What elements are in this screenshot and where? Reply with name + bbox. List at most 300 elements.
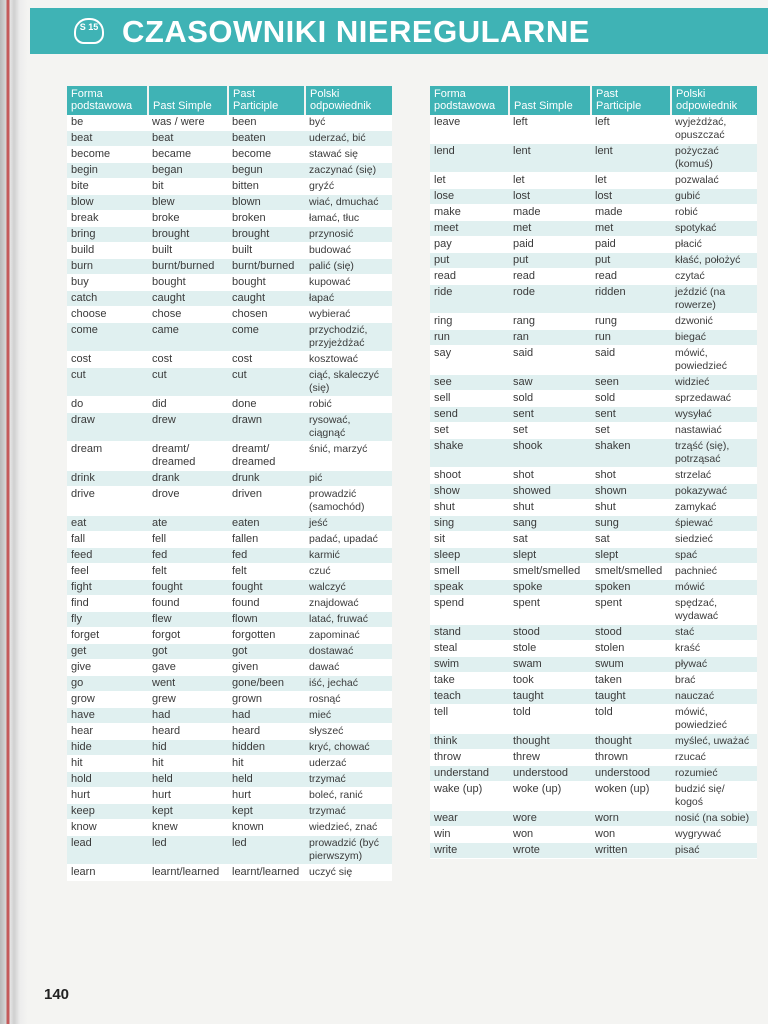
- verb-base-form: understand: [430, 766, 509, 782]
- table-row: [430, 843, 757, 859]
- verb-polish-meaning: kupować: [305, 275, 392, 291]
- verb-past-simple: shut: [509, 500, 591, 516]
- table-row: [67, 788, 392, 804]
- verb-past-simple: hurt: [148, 788, 228, 804]
- verb-past-participle: cut: [228, 368, 305, 397]
- verb-base-form: drink: [67, 471, 148, 487]
- table-row: [430, 734, 757, 750]
- verb-past-simple: dreamt/ dreamed: [148, 442, 228, 471]
- table-row: [67, 442, 392, 471]
- table-row: [67, 323, 392, 352]
- verb-base-form: forget: [67, 628, 148, 644]
- column-header-past-participle: Past Participle: [591, 86, 671, 115]
- table-row: [430, 189, 757, 205]
- verb-past-participle: kept: [228, 804, 305, 820]
- verb-past-simple: wore: [509, 811, 591, 827]
- verb-past-simple: began: [148, 163, 228, 179]
- verb-polish-meaning: zapominać: [305, 628, 392, 644]
- verb-base-form: bring: [67, 227, 148, 243]
- verb-past-participle: thrown: [591, 750, 671, 766]
- verb-past-participle: hidden: [228, 740, 305, 756]
- verb-past-simple: ran: [509, 330, 591, 346]
- verb-past-simple: slept: [509, 548, 591, 564]
- verb-polish-meaning: wysyłać: [671, 407, 757, 423]
- verb-polish-meaning: kraść: [671, 641, 757, 657]
- column-header-past-simple: Past Simple: [509, 86, 591, 115]
- verb-past-participle: heard: [228, 724, 305, 740]
- verb-past-participle: smelt/smelled: [591, 564, 671, 580]
- verb-past-simple: made: [509, 205, 591, 221]
- verb-past-participle: beaten: [228, 131, 305, 147]
- table-row: [430, 580, 757, 596]
- verb-base-form: say: [430, 346, 509, 375]
- verb-past-simple: set: [509, 423, 591, 439]
- verb-past-participle: been: [228, 115, 305, 131]
- table-row: [430, 173, 757, 189]
- table-row: [430, 766, 757, 782]
- verb-past-simple: paid: [509, 237, 591, 253]
- verb-polish-meaning: wygrywać: [671, 827, 757, 843]
- verb-past-participle: lost: [591, 189, 671, 205]
- verb-base-form: eat: [67, 516, 148, 532]
- verb-past-simple: was / were: [148, 115, 228, 131]
- verb-past-participle: paid: [591, 237, 671, 253]
- table-row: [67, 259, 392, 275]
- verb-past-participle: put: [591, 253, 671, 269]
- verb-past-simple: threw: [509, 750, 591, 766]
- verb-polish-meaning: nastawiać: [671, 423, 757, 439]
- table-row: [67, 397, 392, 413]
- verb-base-form: draw: [67, 413, 148, 442]
- verb-base-form: meet: [430, 221, 509, 237]
- verb-past-participle: set: [591, 423, 671, 439]
- verb-base-form: lose: [430, 189, 509, 205]
- verb-base-form: see: [430, 375, 509, 391]
- verb-polish-meaning: czuć: [305, 564, 392, 580]
- verb-base-form: steal: [430, 641, 509, 657]
- table-row: [67, 724, 392, 740]
- verb-base-form: stand: [430, 625, 509, 641]
- verb-past-simple: let: [509, 173, 591, 189]
- verb-polish-meaning: walczyć: [305, 580, 392, 596]
- verb-past-participle: drawn: [228, 413, 305, 442]
- verb-base-form: shoot: [430, 468, 509, 484]
- verb-past-simple: went: [148, 676, 228, 692]
- verb-past-participle: sold: [591, 391, 671, 407]
- verb-polish-meaning: śnić, marzyć: [305, 442, 392, 471]
- verb-polish-meaning: robić: [671, 205, 757, 221]
- verb-base-form: run: [430, 330, 509, 346]
- verb-base-form: hurt: [67, 788, 148, 804]
- verb-past-participle: fallen: [228, 532, 305, 548]
- verb-past-simple: taught: [509, 689, 591, 705]
- verb-past-participle: eaten: [228, 516, 305, 532]
- verb-polish-meaning: rzucać: [671, 750, 757, 766]
- verb-polish-meaning: płacić: [671, 237, 757, 253]
- verb-base-form: choose: [67, 307, 148, 323]
- column-header-polish: Polski odpowiednik: [305, 86, 392, 115]
- verb-past-simple: spoke: [509, 580, 591, 596]
- verb-past-simple: fought: [148, 580, 228, 596]
- verb-polish-meaning: słyszeć: [305, 724, 392, 740]
- verb-past-simple: burnt/burned: [148, 259, 228, 275]
- table-row: [430, 548, 757, 564]
- table-row: [67, 179, 392, 195]
- verb-past-participle: bitten: [228, 179, 305, 195]
- verb-past-simple: chose: [148, 307, 228, 323]
- verb-polish-meaning: pływać: [671, 657, 757, 673]
- verb-past-participle: written: [591, 843, 671, 859]
- column-header-past-participle: Past Participle: [228, 86, 305, 115]
- verb-base-form: pay: [430, 237, 509, 253]
- verb-past-simple: took: [509, 673, 591, 689]
- page-number: 140: [44, 986, 70, 1003]
- verb-past-participle: ridden: [591, 285, 671, 314]
- verb-past-simple: thought: [509, 734, 591, 750]
- verb-past-participle: forgotten: [228, 628, 305, 644]
- table-row: [430, 484, 757, 500]
- verb-past-participle: cost: [228, 352, 305, 368]
- verb-base-form: beat: [67, 131, 148, 147]
- table-row: [67, 413, 392, 442]
- verb-polish-meaning: mówić, powiedzieć: [671, 705, 757, 734]
- verb-past-participle: become: [228, 147, 305, 163]
- table-row: [67, 756, 392, 772]
- column-header-base-form: Forma podstawowa: [67, 86, 148, 115]
- verb-past-simple: cost: [148, 352, 228, 368]
- table-row: [67, 195, 392, 211]
- table-row: [67, 352, 392, 368]
- verb-polish-meaning: pożyczać (komuś): [671, 144, 757, 173]
- verb-past-participle: told: [591, 705, 671, 734]
- verb-base-form: win: [430, 827, 509, 843]
- verb-past-participle: blown: [228, 195, 305, 211]
- table-row: [430, 253, 757, 269]
- verb-base-form: cost: [67, 352, 148, 368]
- verb-past-simple: saw: [509, 375, 591, 391]
- verb-base-form: tell: [430, 705, 509, 734]
- verb-polish-meaning: gubić: [671, 189, 757, 205]
- verb-base-form: spend: [430, 596, 509, 625]
- verb-past-participle: taken: [591, 673, 671, 689]
- verb-past-participle: felt: [228, 564, 305, 580]
- verb-polish-meaning: budować: [305, 243, 392, 259]
- verb-past-participle: seen: [591, 375, 671, 391]
- table-row: [67, 612, 392, 628]
- table-row: [67, 307, 392, 323]
- table-header-row: [430, 86, 757, 115]
- verb-polish-meaning: pachnieć: [671, 564, 757, 580]
- verb-base-form: set: [430, 423, 509, 439]
- table-row: [430, 205, 757, 221]
- verb-past-simple: knew: [148, 820, 228, 836]
- verb-past-participle: begun: [228, 163, 305, 179]
- table-row: [430, 407, 757, 423]
- table-row: [67, 516, 392, 532]
- verb-polish-meaning: mówić: [671, 580, 757, 596]
- verb-past-participle: taught: [591, 689, 671, 705]
- verb-past-participle: shut: [591, 500, 671, 516]
- verb-polish-meaning: dzwonić: [671, 314, 757, 330]
- table-row: [430, 330, 757, 346]
- verb-past-participle: sung: [591, 516, 671, 532]
- verb-past-participle: said: [591, 346, 671, 375]
- verb-past-participle: hit: [228, 756, 305, 772]
- verb-past-participle: given: [228, 660, 305, 676]
- verb-polish-meaning: rozumieć: [671, 766, 757, 782]
- table-row: [430, 391, 757, 407]
- verb-base-form: swim: [430, 657, 509, 673]
- verb-polish-meaning: widzieć: [671, 375, 757, 391]
- verb-base-form: get: [67, 644, 148, 660]
- table-row: [430, 468, 757, 484]
- verb-polish-meaning: być: [305, 115, 392, 131]
- verb-past-simple: fed: [148, 548, 228, 564]
- table-row: [67, 804, 392, 820]
- table-row: [430, 314, 757, 330]
- verb-past-simple: sang: [509, 516, 591, 532]
- verb-base-form: wake (up): [430, 782, 509, 811]
- verb-polish-meaning: uderzać: [305, 756, 392, 772]
- verb-past-simple: kept: [148, 804, 228, 820]
- verb-polish-meaning: padać, upadać: [305, 532, 392, 548]
- verb-base-form: bite: [67, 179, 148, 195]
- verb-past-simple: sent: [509, 407, 591, 423]
- verb-past-simple: broke: [148, 211, 228, 227]
- verb-base-form: drive: [67, 487, 148, 516]
- verb-past-participle: chosen: [228, 307, 305, 323]
- verb-past-simple: rode: [509, 285, 591, 314]
- verb-past-participle: fought: [228, 580, 305, 596]
- verb-past-participle: left: [591, 115, 671, 144]
- verb-base-form: teach: [430, 689, 509, 705]
- verb-polish-meaning: palić (się): [305, 259, 392, 275]
- verb-past-participle: come: [228, 323, 305, 352]
- verb-past-simple: felt: [148, 564, 228, 580]
- verb-past-participle: found: [228, 596, 305, 612]
- verb-base-form: lead: [67, 836, 148, 865]
- verb-past-participle: drunk: [228, 471, 305, 487]
- verb-base-form: break: [67, 211, 148, 227]
- verb-past-simple: led: [148, 836, 228, 865]
- table-row: [67, 596, 392, 612]
- verb-past-simple: hit: [148, 756, 228, 772]
- table-row: [430, 705, 757, 734]
- table-row: [430, 625, 757, 641]
- table-row: [67, 471, 392, 487]
- verb-past-simple: understood: [509, 766, 591, 782]
- book-page-edge: [0, 0, 28, 1024]
- verb-past-participle: spent: [591, 596, 671, 625]
- table-row: [67, 580, 392, 596]
- verb-past-participle: gone/been: [228, 676, 305, 692]
- verb-past-participle: held: [228, 772, 305, 788]
- table-row: [67, 772, 392, 788]
- verb-past-participle: met: [591, 221, 671, 237]
- page-title: CZASOWNIKI NIEREGULARNE: [122, 14, 590, 49]
- verb-past-simple: shook: [509, 439, 591, 468]
- verb-past-simple: read: [509, 269, 591, 285]
- table-row: [67, 131, 392, 147]
- table-row: [430, 269, 757, 285]
- table-row: [430, 657, 757, 673]
- verb-base-form: send: [430, 407, 509, 423]
- verb-polish-meaning: trzymać: [305, 772, 392, 788]
- table-row: [67, 836, 392, 865]
- table-row: [67, 820, 392, 836]
- table-row: [67, 548, 392, 564]
- verb-past-simple: caught: [148, 291, 228, 307]
- table-row: [430, 500, 757, 516]
- verb-past-simple: lost: [509, 189, 591, 205]
- verb-polish-meaning: sprzedawać: [671, 391, 757, 407]
- verb-polish-meaning: łamać, tłuc: [305, 211, 392, 227]
- table-row: [67, 532, 392, 548]
- verb-past-simple: stole: [509, 641, 591, 657]
- verb-polish-meaning: rosnąć: [305, 692, 392, 708]
- verb-base-form: come: [67, 323, 148, 352]
- verb-past-simple: cut: [148, 368, 228, 397]
- verb-polish-meaning: nauczać: [671, 689, 757, 705]
- verb-polish-meaning: stawać się: [305, 147, 392, 163]
- verb-past-participle: dreamt/ dreamed: [228, 442, 305, 471]
- table-row: [430, 750, 757, 766]
- verb-past-simple: became: [148, 147, 228, 163]
- table-row: [67, 243, 392, 259]
- verb-past-participle: slept: [591, 548, 671, 564]
- verb-past-simple: wrote: [509, 843, 591, 859]
- table-row: [67, 628, 392, 644]
- verb-past-simple: held: [148, 772, 228, 788]
- verb-past-participle: made: [591, 205, 671, 221]
- verb-base-form: fly: [67, 612, 148, 628]
- verb-base-form: learn: [67, 865, 148, 881]
- verb-past-simple: smelt/smelled: [509, 564, 591, 580]
- table-row: [430, 237, 757, 253]
- verb-past-participle: swum: [591, 657, 671, 673]
- verb-past-simple: lent: [509, 144, 591, 173]
- verb-polish-meaning: czytać: [671, 269, 757, 285]
- verb-polish-meaning: gryźć: [305, 179, 392, 195]
- verb-polish-meaning: prowadzić (być pierwszym): [305, 836, 392, 865]
- verb-polish-meaning: dostawać: [305, 644, 392, 660]
- verb-base-form: hide: [67, 740, 148, 756]
- table-row: [67, 487, 392, 516]
- verb-polish-meaning: uderzać, bić: [305, 131, 392, 147]
- verb-base-form: grow: [67, 692, 148, 708]
- verb-past-simple: did: [148, 397, 228, 413]
- verb-past-simple: blew: [148, 195, 228, 211]
- verb-polish-meaning: wiedzieć, znać: [305, 820, 392, 836]
- verb-polish-meaning: dawać: [305, 660, 392, 676]
- verb-past-simple: had: [148, 708, 228, 724]
- verb-past-participle: broken: [228, 211, 305, 227]
- table-row: [430, 221, 757, 237]
- verb-past-participle: sat: [591, 532, 671, 548]
- irregular-verbs-table-right: [430, 86, 757, 859]
- verb-polish-meaning: ciąć, skaleczyć (się): [305, 368, 392, 397]
- table-row: [67, 564, 392, 580]
- verb-past-participle: thought: [591, 734, 671, 750]
- verb-past-simple: came: [148, 323, 228, 352]
- verb-past-participle: flown: [228, 612, 305, 628]
- verb-base-form: cut: [67, 368, 148, 397]
- table-row: [430, 596, 757, 625]
- column-header-base-form: Forma podstawowa: [430, 86, 509, 115]
- verb-polish-meaning: brać: [671, 673, 757, 689]
- verb-past-simple: grew: [148, 692, 228, 708]
- table-row: [430, 423, 757, 439]
- table-row: [430, 285, 757, 314]
- verb-base-form: fight: [67, 580, 148, 596]
- verb-past-simple: hid: [148, 740, 228, 756]
- table-row: [430, 827, 757, 843]
- table-row: [67, 368, 392, 397]
- verb-past-simple: won: [509, 827, 591, 843]
- table-row: [430, 673, 757, 689]
- verb-past-participle: won: [591, 827, 671, 843]
- verb-base-form: put: [430, 253, 509, 269]
- verb-polish-meaning: iść, jechać: [305, 676, 392, 692]
- verb-base-form: be: [67, 115, 148, 131]
- verb-past-participle: led: [228, 836, 305, 865]
- verb-past-simple: put: [509, 253, 591, 269]
- table-row: [430, 689, 757, 705]
- table-row: [430, 144, 757, 173]
- verb-past-simple: drew: [148, 413, 228, 442]
- verb-past-participle: shaken: [591, 439, 671, 468]
- verb-past-simple: showed: [509, 484, 591, 500]
- verb-base-form: speak: [430, 580, 509, 596]
- verb-polish-meaning: stać: [671, 625, 757, 641]
- verb-base-form: shake: [430, 439, 509, 468]
- verb-polish-meaning: trząść (się), potrząsać: [671, 439, 757, 468]
- verb-past-participle: learnt/learned: [228, 865, 305, 881]
- verb-base-form: throw: [430, 750, 509, 766]
- verb-past-participle: brought: [228, 227, 305, 243]
- verb-past-simple: fell: [148, 532, 228, 548]
- verb-past-participle: spoken: [591, 580, 671, 596]
- verb-past-participle: driven: [228, 487, 305, 516]
- verb-past-simple: brought: [148, 227, 228, 243]
- verb-past-simple: drove: [148, 487, 228, 516]
- verb-base-form: leave: [430, 115, 509, 144]
- table-row: [430, 115, 757, 144]
- verb-base-form: go: [67, 676, 148, 692]
- verb-base-form: begin: [67, 163, 148, 179]
- verb-polish-meaning: pić: [305, 471, 392, 487]
- verb-polish-meaning: jeździć (na rowerze): [671, 285, 757, 314]
- verb-past-participle: known: [228, 820, 305, 836]
- table-row: [430, 564, 757, 580]
- table-row: [67, 660, 392, 676]
- verb-polish-meaning: kosztować: [305, 352, 392, 368]
- verb-polish-meaning: uczyć się: [305, 865, 392, 881]
- verb-polish-meaning: zaczynać (się): [305, 163, 392, 179]
- verb-past-participle: burnt/burned: [228, 259, 305, 275]
- verb-polish-meaning: mieć: [305, 708, 392, 724]
- verb-past-participle: got: [228, 644, 305, 660]
- verb-past-simple: said: [509, 346, 591, 375]
- verb-base-form: make: [430, 205, 509, 221]
- verb-past-simple: bit: [148, 179, 228, 195]
- verb-base-form: ring: [430, 314, 509, 330]
- verb-past-simple: found: [148, 596, 228, 612]
- verb-past-participle: built: [228, 243, 305, 259]
- verb-past-participle: run: [591, 330, 671, 346]
- verb-polish-meaning: kryć, chować: [305, 740, 392, 756]
- verb-past-participle: fed: [228, 548, 305, 564]
